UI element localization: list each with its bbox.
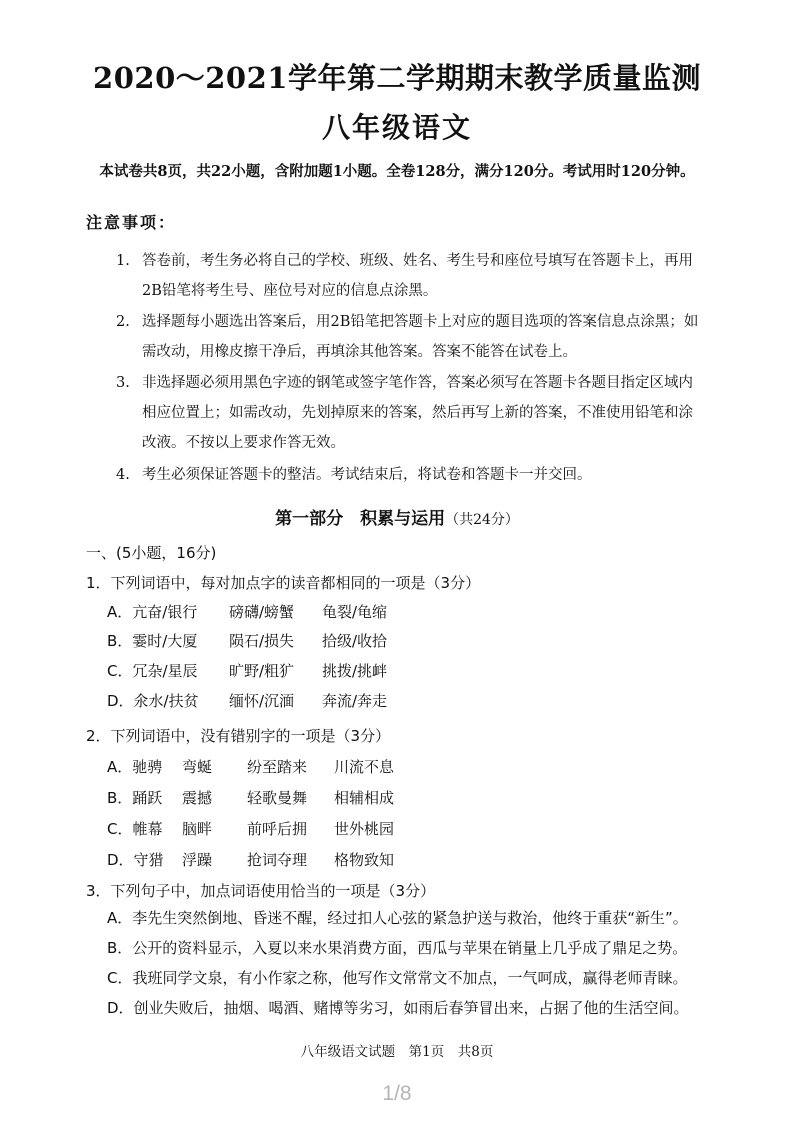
notice-item-2 bbox=[116, 307, 746, 367]
q3-option-d: D．创业失败后，抽烟、喝酒、赌博等劣习，如雨后春笋冒出来，占据了他的生活空间。 bbox=[107, 999, 689, 1017]
q2-a-word-3: 纷至踏来 bbox=[247, 758, 308, 776]
q2-c-word-2: 脑畔 bbox=[182, 820, 213, 838]
q1-a-pair-2: 磅礴/螃蟹 bbox=[229, 603, 295, 621]
section-heading: 一、(5小题，16分) bbox=[86, 544, 217, 562]
notice-line: 相应位置上；如需改动，先划掉原来的答案，然后再写上新的答案，不准使用铅笔和涂 bbox=[142, 405, 693, 421]
notice-line: 需改动，用橡皮擦干净后，再填涂其他答案。答案不能答在试卷上。 bbox=[142, 344, 577, 360]
notice-line: 改液。不按以上要求作答无效。 bbox=[142, 435, 345, 451]
q1-b-pair-3: 拾级/收拾 bbox=[322, 632, 388, 650]
q2-a-word-2: 弯蜒 bbox=[182, 758, 213, 776]
notice-item-1 bbox=[116, 246, 746, 306]
page-footer: 八年级语文试题 第1页 共8页 bbox=[300, 1044, 494, 1060]
q3-option-b: B．公开的资料显示，入夏以来水果消费方面，西瓜与苹果在销量上几乎成了鼎足之势。 bbox=[107, 939, 688, 957]
q2-d-word-2: 浮躁 bbox=[182, 851, 213, 869]
exam-subtitle: 八年级语文 bbox=[321, 111, 472, 144]
notice-num: 1. bbox=[116, 253, 130, 269]
q2-c-word-3: 前呼后拥 bbox=[247, 820, 308, 838]
notice-line: 2B铅笔将考生号、座位号对应的信息点涂黑。 bbox=[142, 283, 438, 299]
q1-a-pair-1: A．亢奋/银行 bbox=[107, 603, 198, 621]
q1-b-pair-2: 陨石/损失 bbox=[229, 632, 295, 650]
q1-d-pair-3: 奔流/奔走 bbox=[322, 692, 388, 710]
notice-line: 非选择题必须用黑色字迹的钢笔或签字笔作答，答案必须写在答题卡各题目指定区域内 bbox=[142, 375, 693, 391]
part-points: （共24分） bbox=[445, 512, 519, 528]
notice-line: 答卷前，考生务必将自己的学校、班级、姓名、考生号和座位号填写在答题卡上，再用 bbox=[142, 253, 693, 269]
notice-item-3 bbox=[116, 368, 746, 458]
q2-d-word-3: 抢词夺理 bbox=[247, 851, 308, 869]
notice-item-4 bbox=[116, 460, 746, 490]
question-3-stem: 3．下列句子中，加点词语使用恰当的一项是（3分） bbox=[86, 882, 436, 900]
q1-d-pair-2: 缅怀/沉湎 bbox=[229, 692, 295, 710]
q2-b-word-4: 相辅相成 bbox=[334, 789, 395, 807]
question-2-stem: 2．下列词语中，没有错别字的一项是（3分） bbox=[86, 727, 391, 745]
notice-line: 考生必须保证答题卡的整洁。考试结束后，将试卷和答题卡一并交回。 bbox=[142, 467, 592, 483]
q1-d-pair-1: D．氽水/扶贫 bbox=[107, 692, 199, 710]
q2-d-word-4: 格物致知 bbox=[334, 851, 395, 869]
q1-a-pair-3: 龟裂/龟缩 bbox=[322, 603, 388, 621]
q2-b-word-3: 轻歌曼舞 bbox=[247, 789, 308, 807]
q2-c-word-4: 世外桃园 bbox=[334, 820, 395, 838]
notice-num: 3. bbox=[116, 375, 130, 391]
q2-c-word-1: C．帷幕 bbox=[107, 820, 163, 838]
exam-intro: 本试卷共8页，共22小题，含附加题1小题。全卷128分，满分120分。考试用时120分钟。 bbox=[99, 163, 695, 180]
part-heading bbox=[0, 504, 794, 529]
notice-num: 2. bbox=[116, 314, 130, 330]
q2-b-word-2: 震撼 bbox=[182, 789, 213, 807]
notice-line: 选择题每小题选出答案后，用2B铅笔把答题卡上对应的题目选项的答案信息点涂黑；如 bbox=[142, 314, 699, 330]
exam-title: 2020～2021学年第二学期期末教学质量监测 bbox=[93, 61, 701, 95]
page-indicator: 1/8 bbox=[382, 1082, 412, 1105]
q2-a-word-4: 川流不息 bbox=[334, 758, 395, 776]
part-title: 第一部分 积累与运用 bbox=[275, 509, 446, 529]
q3-option-a: A．李先生突然倒地、昏迷不醒，经过扣人心弦的紧急护送与救治，他终于重获“新生”。 bbox=[107, 909, 688, 927]
notice-heading: 注意事项： bbox=[86, 213, 177, 232]
q1-c-pair-2: 旷野/粗犷 bbox=[229, 662, 295, 680]
q1-c-pair-1: C．冗杂/星辰 bbox=[107, 662, 198, 680]
notice-num: 4. bbox=[116, 467, 130, 483]
q3-option-c: C．我班同学文泉，有小作家之称，他写作文常常文不加点，一气呵成，赢得老师青睐。 bbox=[107, 969, 688, 987]
q2-b-word-1: B．踊跃 bbox=[107, 789, 163, 807]
q1-b-pair-1: B．霎时/大厦 bbox=[107, 632, 198, 650]
q2-d-word-1: D．守猎 bbox=[107, 851, 164, 869]
q2-a-word-1: A．驰骋 bbox=[107, 758, 163, 776]
question-1-stem: 1．下列词语中，每对加点字的读音都相同的一项是（3分） bbox=[86, 574, 481, 592]
q1-c-pair-3: 挑拨/挑衅 bbox=[322, 662, 388, 680]
